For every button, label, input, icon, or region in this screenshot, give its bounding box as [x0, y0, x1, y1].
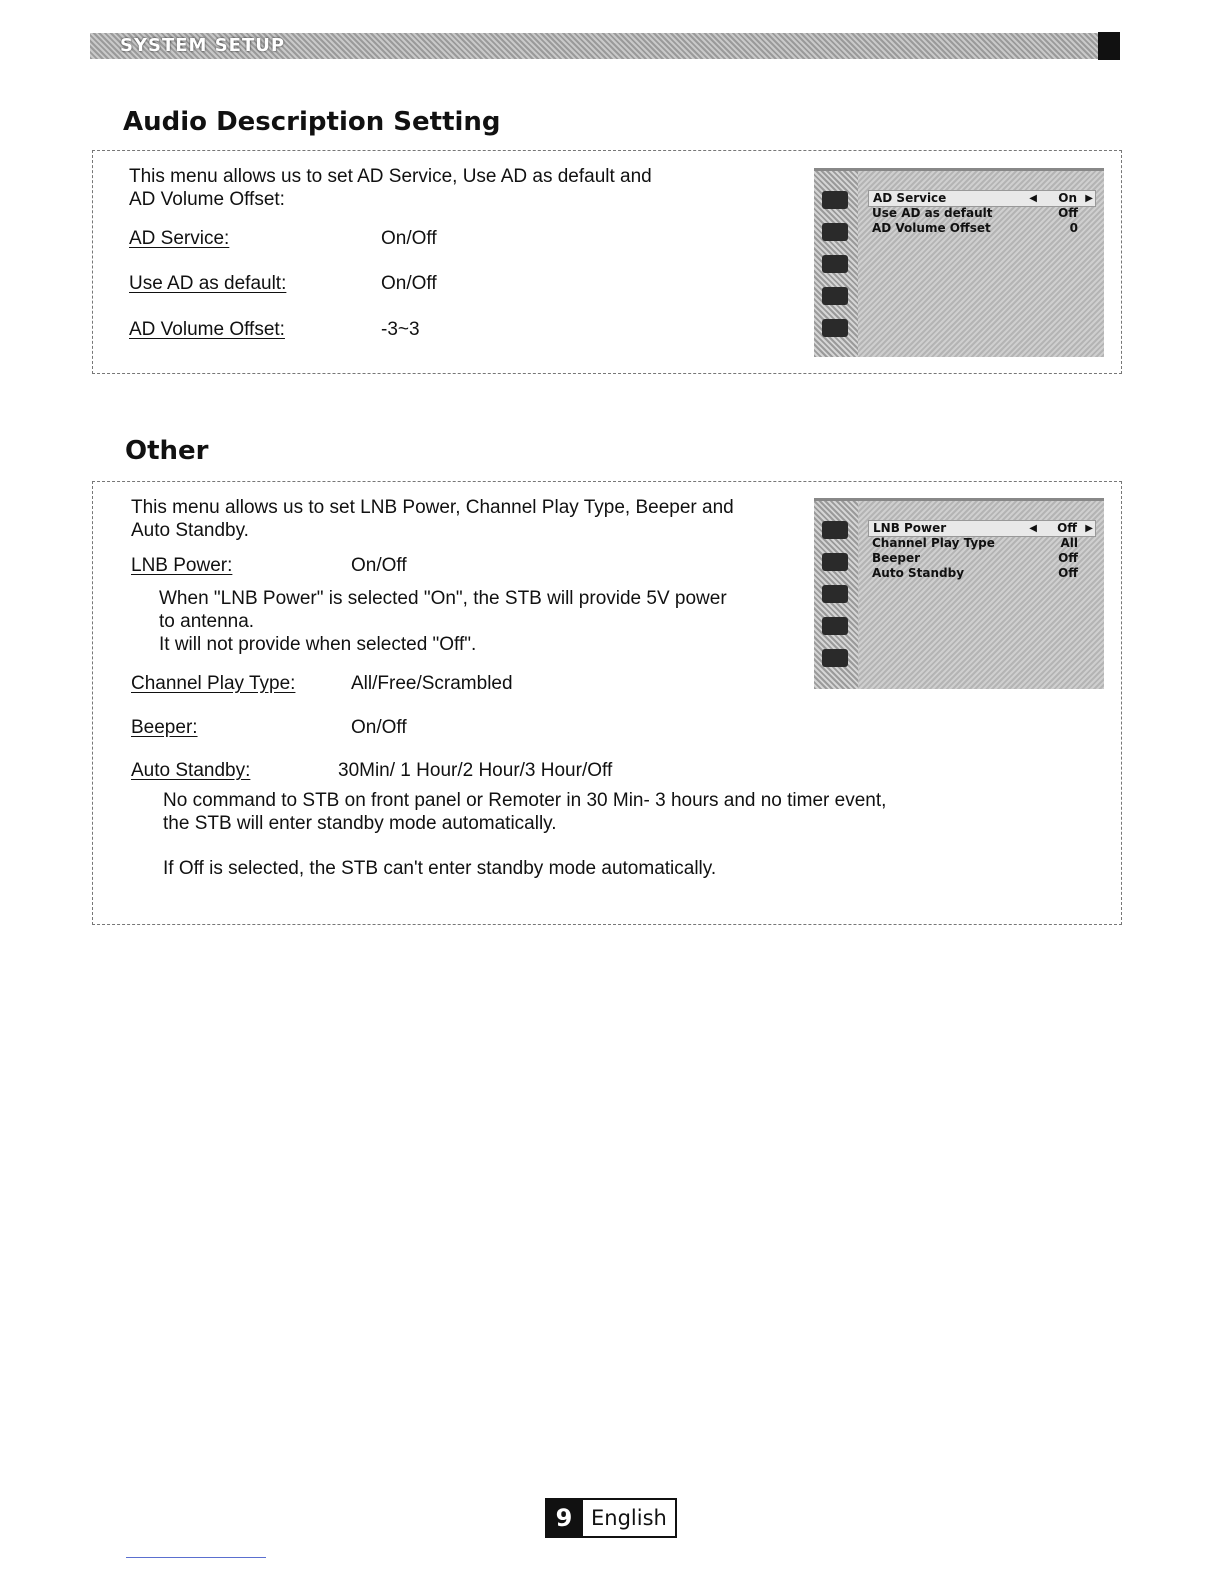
audio-description-title: Audio Description Setting	[123, 107, 501, 137]
auto-standby-note-line3: If Off is selected, the STB can't enter standby mode automatically.	[163, 858, 717, 879]
ad-volume-offset-value: -3~3	[381, 319, 420, 340]
use-ad-default-label: Use AD as default:	[129, 273, 287, 294]
menu-row-auto-standby	[868, 566, 1096, 581]
audio-description-intro-line2: AD Volume Offset:	[129, 189, 285, 210]
media-icon	[822, 287, 848, 305]
menu-row-lnb-power	[868, 520, 1096, 537]
arrow-right-icon: ▶	[1085, 523, 1093, 534]
section-header-bar	[90, 33, 1120, 59]
auto-standby-note-line2: the STB will enter standby mode automatically.	[163, 813, 557, 834]
menu-row-label: Use AD as default	[872, 206, 993, 220]
arrow-left-icon: ◀	[1029, 523, 1037, 534]
menu-row-label: Auto Standby	[872, 566, 965, 580]
menu-row-ad-service	[868, 190, 1096, 207]
game-icon	[822, 319, 848, 337]
arrow-left-icon: ◀	[1029, 193, 1037, 204]
menu-row-value: 0	[1069, 221, 1078, 235]
menu-row-beeper	[868, 551, 1096, 566]
lnb-note-line1: When "LNB Power" is selected "On", the STB will provide 5V power	[159, 588, 727, 609]
header-end-block	[1098, 32, 1120, 60]
menu-row-label: Channel Play Type	[872, 536, 995, 550]
channel-play-type-value: All/Free/Scrambled	[351, 673, 513, 694]
ad-volume-offset-label: AD Volume Offset:	[129, 319, 285, 340]
ad-menu-screenshot	[814, 168, 1104, 357]
menu-row-label: LNB Power	[873, 521, 947, 535]
menu-row-value: All	[1060, 536, 1078, 550]
menu-row-channel-play-type	[868, 536, 1096, 551]
menu-row-label: AD Service	[873, 191, 947, 205]
channel-play-type-label: Channel Play Type:	[131, 673, 296, 694]
footer-rule	[126, 1557, 266, 1558]
folder-icon	[822, 585, 848, 603]
tv-icon	[822, 521, 848, 539]
menu-row-value: On	[1058, 191, 1077, 205]
arrow-right-icon: ▶	[1085, 193, 1093, 204]
menu-row-ad-volume-offset	[868, 221, 1096, 236]
tv-icon	[822, 191, 848, 209]
beeper-value: On/Off	[351, 717, 407, 738]
other-title: Other	[125, 436, 209, 466]
beeper-label: Beeper:	[131, 717, 198, 738]
auto-standby-value: 30Min/ 1 Hour/2 Hour/3 Hour/Off	[338, 760, 613, 781]
lnb-note-line2: to antenna.	[159, 611, 255, 632]
menu-row-value: Off	[1058, 551, 1078, 565]
other-menu-screenshot	[814, 498, 1104, 689]
settings-icon	[822, 553, 848, 571]
other-intro-line1: This menu allows us to set LNB Power, Channel Play Type, Beeper and	[131, 497, 734, 518]
use-ad-default-value: On/Off	[381, 273, 437, 294]
menu-icon-column	[814, 501, 858, 689]
lnb-power-value: On/Off	[351, 555, 407, 576]
game-icon	[822, 649, 848, 667]
menu-row-label: AD Volume Offset	[872, 221, 991, 235]
settings-icon	[822, 223, 848, 241]
ad-service-value: On/Off	[381, 228, 437, 249]
menu-row-label: Beeper	[872, 551, 921, 565]
page-language: English	[583, 1498, 677, 1538]
lnb-power-label: LNB Power:	[131, 555, 233, 576]
auto-standby-note-line1: No command to STB on front panel or Remoter in 30 Min- 3 hours and no timer event,	[163, 790, 887, 811]
other-intro-line2: Auto Standby.	[131, 520, 249, 541]
page-badge	[545, 1498, 677, 1538]
ad-service-label: AD Service:	[129, 228, 230, 249]
menu-row-value: Off	[1058, 566, 1078, 580]
folder-icon	[822, 255, 848, 273]
section-tab-label: SYSTEM SETUP	[120, 35, 286, 56]
lnb-note-line3: It will not provide when selected "Off".	[159, 634, 477, 655]
page-number: 9	[545, 1498, 583, 1538]
menu-icon-column	[814, 171, 858, 357]
audio-description-intro-line1: This menu allows us to set AD Service, Use AD as default and	[129, 166, 652, 187]
auto-standby-label: Auto Standby:	[131, 760, 251, 781]
menu-row-value: Off	[1057, 521, 1077, 535]
menu-row-value: Off	[1058, 206, 1078, 220]
media-icon	[822, 617, 848, 635]
menu-row-use-ad-default	[868, 206, 1096, 221]
